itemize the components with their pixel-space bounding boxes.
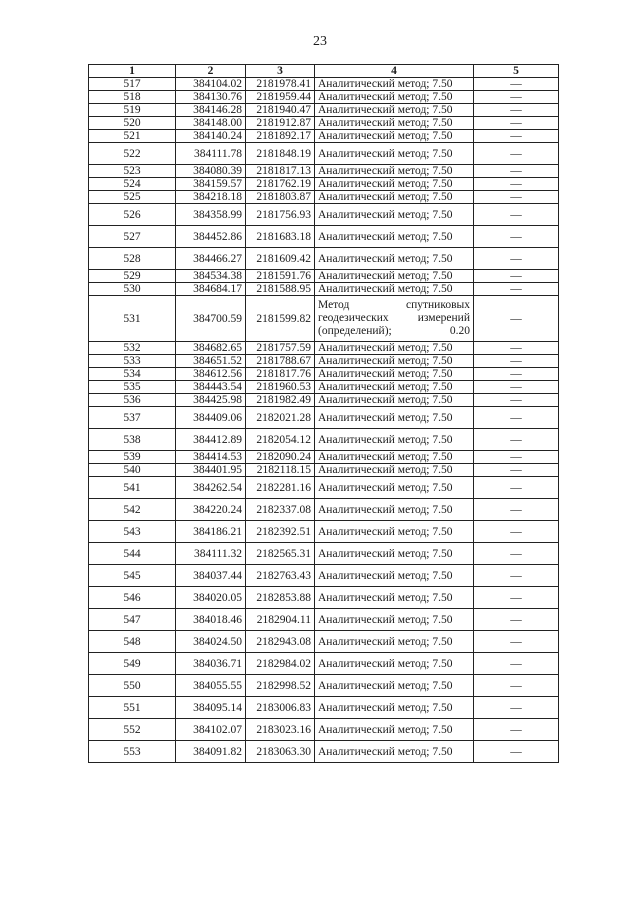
x-coordinate-cell: 384612.56 xyxy=(176,368,246,381)
point-number-cell: 531 xyxy=(89,296,176,342)
y-coordinate-cell: 2181940.47 xyxy=(246,104,315,117)
table-row xyxy=(89,464,559,477)
y-coordinate-cell: 2181788.67 xyxy=(246,355,315,368)
point-number-cell: 532 xyxy=(89,342,176,355)
note-cell: — xyxy=(474,165,559,178)
table-row xyxy=(89,143,559,165)
y-coordinate-cell: 2182763.43 xyxy=(246,565,315,587)
method-cell: Аналитический метод; 7.50 xyxy=(315,429,474,451)
method-cell: Аналитический метод; 7.50 xyxy=(315,719,474,741)
method-cell: Аналитический метод; 7.50 xyxy=(315,368,474,381)
x-coordinate-cell: 384018.46 xyxy=(176,609,246,631)
note-cell: — xyxy=(474,719,559,741)
note-cell: — xyxy=(474,178,559,191)
method-cell: Метод спутниковых геодезических измерений (определений); 0.20 xyxy=(315,296,474,342)
x-coordinate-cell: 384130.76 xyxy=(176,91,246,104)
x-coordinate-cell: 384095.14 xyxy=(176,697,246,719)
x-coordinate-cell: 384080.39 xyxy=(176,165,246,178)
point-number-cell: 541 xyxy=(89,477,176,499)
table-row xyxy=(89,565,559,587)
point-number-cell: 550 xyxy=(89,675,176,697)
point-number-cell: 526 xyxy=(89,204,176,226)
x-coordinate-cell: 384414.53 xyxy=(176,451,246,464)
point-number-cell: 517 xyxy=(89,78,176,91)
point-number-cell: 537 xyxy=(89,407,176,429)
note-cell: — xyxy=(474,394,559,407)
point-number-cell: 552 xyxy=(89,719,176,741)
y-coordinate-cell: 2181959.44 xyxy=(246,91,315,104)
method-cell: Аналитический метод; 7.50 xyxy=(315,675,474,697)
method-cell: Аналитический метод; 7.50 xyxy=(315,178,474,191)
note-cell: — xyxy=(474,521,559,543)
table-row xyxy=(89,204,559,226)
x-coordinate-cell: 384262.54 xyxy=(176,477,246,499)
x-coordinate-cell: 384102.07 xyxy=(176,719,246,741)
y-coordinate-cell: 2181756.93 xyxy=(246,204,315,226)
y-coordinate-cell: 2182998.52 xyxy=(246,675,315,697)
point-number-cell: 528 xyxy=(89,248,176,270)
method-cell: Аналитический метод; 7.50 xyxy=(315,451,474,464)
y-coordinate-cell: 2182337.08 xyxy=(246,499,315,521)
table-row xyxy=(89,697,559,719)
y-coordinate-cell: 2182565.31 xyxy=(246,543,315,565)
header-col-4: 4 xyxy=(315,65,474,78)
note-cell: — xyxy=(474,104,559,117)
point-number-cell: 518 xyxy=(89,91,176,104)
table-row xyxy=(89,451,559,464)
table-row xyxy=(89,130,559,143)
table-row xyxy=(89,342,559,355)
point-number-cell: 540 xyxy=(89,464,176,477)
point-number-cell: 543 xyxy=(89,521,176,543)
note-cell: — xyxy=(474,296,559,342)
point-number-cell: 524 xyxy=(89,178,176,191)
y-coordinate-cell: 2182118.15 xyxy=(246,464,315,477)
method-cell: Аналитический метод; 7.50 xyxy=(315,543,474,565)
method-cell: Аналитический метод; 7.50 xyxy=(315,394,474,407)
y-coordinate-cell: 2182392.51 xyxy=(246,521,315,543)
method-cell: Аналитический метод; 7.50 xyxy=(315,521,474,543)
y-coordinate-cell: 2183063.30 xyxy=(246,741,315,763)
method-cell: Аналитический метод; 7.50 xyxy=(315,143,474,165)
y-coordinate-cell: 2182943.08 xyxy=(246,631,315,653)
x-coordinate-cell: 384220.24 xyxy=(176,499,246,521)
y-coordinate-cell: 2181609.42 xyxy=(246,248,315,270)
point-number-cell: 546 xyxy=(89,587,176,609)
x-coordinate-cell: 384111.32 xyxy=(176,543,246,565)
table-row xyxy=(89,653,559,675)
x-coordinate-cell: 384146.28 xyxy=(176,104,246,117)
point-number-cell: 525 xyxy=(89,191,176,204)
table-row xyxy=(89,587,559,609)
table-row xyxy=(89,226,559,248)
note-cell: — xyxy=(474,631,559,653)
y-coordinate-cell: 2181912.87 xyxy=(246,117,315,130)
method-cell: Аналитический метод; 7.50 xyxy=(315,104,474,117)
point-number-cell: 527 xyxy=(89,226,176,248)
note-cell: — xyxy=(474,204,559,226)
y-coordinate-cell: 2182281.16 xyxy=(246,477,315,499)
y-coordinate-cell: 2182090.24 xyxy=(246,451,315,464)
method-cell: Аналитический метод; 7.50 xyxy=(315,609,474,631)
table-row xyxy=(89,117,559,130)
y-coordinate-cell: 2181817.76 xyxy=(246,368,315,381)
point-number-cell: 534 xyxy=(89,368,176,381)
x-coordinate-cell: 384651.52 xyxy=(176,355,246,368)
method-cell: Аналитический метод; 7.50 xyxy=(315,741,474,763)
point-number-cell: 548 xyxy=(89,631,176,653)
method-cell: Аналитический метод; 7.50 xyxy=(315,464,474,477)
table-row xyxy=(89,355,559,368)
point-number-cell: 529 xyxy=(89,270,176,283)
x-coordinate-cell: 384401.95 xyxy=(176,464,246,477)
point-number-cell: 545 xyxy=(89,565,176,587)
note-cell: — xyxy=(474,543,559,565)
note-cell: — xyxy=(474,270,559,283)
x-coordinate-cell: 384425.98 xyxy=(176,394,246,407)
table-row xyxy=(89,270,559,283)
table-row xyxy=(89,191,559,204)
y-coordinate-cell: 2181960.53 xyxy=(246,381,315,394)
note-cell: — xyxy=(474,191,559,204)
x-coordinate-cell: 384700.59 xyxy=(176,296,246,342)
table-row xyxy=(89,368,559,381)
y-coordinate-cell: 2182054.12 xyxy=(246,429,315,451)
method-cell: Аналитический метод; 7.50 xyxy=(315,270,474,283)
method-cell: Аналитический метод; 7.50 xyxy=(315,130,474,143)
y-coordinate-cell: 2181978.41 xyxy=(246,78,315,91)
note-cell: — xyxy=(474,609,559,631)
note-cell: — xyxy=(474,248,559,270)
y-coordinate-cell: 2182853.88 xyxy=(246,587,315,609)
table-row xyxy=(89,543,559,565)
x-coordinate-cell: 384140.24 xyxy=(176,130,246,143)
note-cell: — xyxy=(474,355,559,368)
method-cell: Аналитический метод; 7.50 xyxy=(315,477,474,499)
note-cell: — xyxy=(474,675,559,697)
method-cell: Аналитический метод; 7.50 xyxy=(315,204,474,226)
y-coordinate-cell: 2183006.83 xyxy=(246,697,315,719)
table-row xyxy=(89,631,559,653)
point-number-cell: 521 xyxy=(89,130,176,143)
page-number: 23 xyxy=(313,34,327,49)
note-cell: — xyxy=(474,143,559,165)
table-row xyxy=(89,407,559,429)
y-coordinate-cell: 2182904.11 xyxy=(246,609,315,631)
method-cell: Аналитический метод; 7.50 xyxy=(315,191,474,204)
x-coordinate-cell: 384218.18 xyxy=(176,191,246,204)
table-row xyxy=(89,429,559,451)
note-cell: — xyxy=(474,130,559,143)
x-coordinate-cell: 384037.44 xyxy=(176,565,246,587)
point-number-cell: 542 xyxy=(89,499,176,521)
point-number-cell: 536 xyxy=(89,394,176,407)
method-cell: Аналитический метод; 7.50 xyxy=(315,78,474,91)
method-cell: Аналитический метод; 7.50 xyxy=(315,248,474,270)
point-number-cell: 519 xyxy=(89,104,176,117)
x-coordinate-cell: 384159.57 xyxy=(176,178,246,191)
x-coordinate-cell: 384534.38 xyxy=(176,270,246,283)
note-cell: — xyxy=(474,587,559,609)
header-col-1: 1 xyxy=(89,65,176,78)
table-row xyxy=(89,499,559,521)
note-cell: — xyxy=(474,226,559,248)
y-coordinate-cell: 2181982.49 xyxy=(246,394,315,407)
note-cell: — xyxy=(474,429,559,451)
header-col-5: 5 xyxy=(474,65,559,78)
point-number-cell: 520 xyxy=(89,117,176,130)
table-row xyxy=(89,283,559,296)
point-number-cell: 547 xyxy=(89,609,176,631)
table-row xyxy=(89,381,559,394)
y-coordinate-cell: 2183023.16 xyxy=(246,719,315,741)
note-cell: — xyxy=(474,342,559,355)
method-cell: Аналитический метод; 7.50 xyxy=(315,381,474,394)
table-row xyxy=(89,296,559,342)
x-coordinate-cell: 384091.82 xyxy=(176,741,246,763)
x-coordinate-cell: 384443.54 xyxy=(176,381,246,394)
method-cell: Аналитический метод; 7.50 xyxy=(315,342,474,355)
point-number-cell: 530 xyxy=(89,283,176,296)
y-coordinate-cell: 2181599.82 xyxy=(246,296,315,342)
method-cell: Аналитический метод; 7.50 xyxy=(315,355,474,368)
method-cell: Аналитический метод; 7.50 xyxy=(315,587,474,609)
method-cell: Аналитический метод; 7.50 xyxy=(315,165,474,178)
table-row xyxy=(89,719,559,741)
table-row xyxy=(89,104,559,117)
y-coordinate-cell: 2181588.95 xyxy=(246,283,315,296)
note-cell: — xyxy=(474,653,559,675)
note-cell: — xyxy=(474,451,559,464)
x-coordinate-cell: 384409.06 xyxy=(176,407,246,429)
point-number-cell: 549 xyxy=(89,653,176,675)
coordinates-table xyxy=(88,64,559,763)
x-coordinate-cell: 384682.65 xyxy=(176,342,246,355)
note-cell: — xyxy=(474,499,559,521)
note-cell: — xyxy=(474,283,559,296)
x-coordinate-cell: 384452.86 xyxy=(176,226,246,248)
y-coordinate-cell: 2181803.87 xyxy=(246,191,315,204)
point-number-cell: 538 xyxy=(89,429,176,451)
y-coordinate-cell: 2181848.19 xyxy=(246,143,315,165)
method-cell: Аналитический метод; 7.50 xyxy=(315,565,474,587)
method-cell: Аналитический метод; 7.50 xyxy=(315,631,474,653)
x-coordinate-cell: 384186.21 xyxy=(176,521,246,543)
point-number-cell: 539 xyxy=(89,451,176,464)
method-cell: Аналитический метод; 7.50 xyxy=(315,283,474,296)
point-number-cell: 523 xyxy=(89,165,176,178)
y-coordinate-cell: 2181762.19 xyxy=(246,178,315,191)
note-cell: — xyxy=(474,117,559,130)
x-coordinate-cell: 384148.00 xyxy=(176,117,246,130)
method-cell: Аналитический метод; 7.50 xyxy=(315,407,474,429)
table-row xyxy=(89,477,559,499)
note-cell: — xyxy=(474,464,559,477)
note-cell: — xyxy=(474,381,559,394)
point-number-cell: 522 xyxy=(89,143,176,165)
note-cell: — xyxy=(474,91,559,104)
x-coordinate-cell: 384466.27 xyxy=(176,248,246,270)
note-cell: — xyxy=(474,697,559,719)
header-col-2: 2 xyxy=(176,65,246,78)
x-coordinate-cell: 384412.89 xyxy=(176,429,246,451)
x-coordinate-cell: 384036.71 xyxy=(176,653,246,675)
x-coordinate-cell: 384020.05 xyxy=(176,587,246,609)
point-number-cell: 553 xyxy=(89,741,176,763)
note-cell: — xyxy=(474,477,559,499)
note-cell: — xyxy=(474,407,559,429)
table-row xyxy=(89,165,559,178)
y-coordinate-cell: 2181683.18 xyxy=(246,226,315,248)
method-cell: Аналитический метод; 7.50 xyxy=(315,653,474,675)
table-row xyxy=(89,248,559,270)
table-row xyxy=(89,675,559,697)
table-row xyxy=(89,741,559,763)
note-cell: — xyxy=(474,565,559,587)
x-coordinate-cell: 384055.55 xyxy=(176,675,246,697)
table-row xyxy=(89,91,559,104)
method-cell: Аналитический метод; 7.50 xyxy=(315,499,474,521)
point-number-cell: 533 xyxy=(89,355,176,368)
y-coordinate-cell: 2181892.17 xyxy=(246,130,315,143)
table-row xyxy=(89,394,559,407)
x-coordinate-cell: 384358.99 xyxy=(176,204,246,226)
header-col-3: 3 xyxy=(246,65,315,78)
y-coordinate-cell: 2181591.76 xyxy=(246,270,315,283)
note-cell: — xyxy=(474,741,559,763)
note-cell: — xyxy=(474,78,559,91)
x-coordinate-cell: 384111.78 xyxy=(176,143,246,165)
y-coordinate-cell: 2181817.13 xyxy=(246,165,315,178)
y-coordinate-cell: 2181757.59 xyxy=(246,342,315,355)
table-body xyxy=(89,78,559,763)
y-coordinate-cell: 2182984.02 xyxy=(246,653,315,675)
x-coordinate-cell: 384024.50 xyxy=(176,631,246,653)
point-number-cell: 535 xyxy=(89,381,176,394)
x-coordinate-cell: 384104.02 xyxy=(176,78,246,91)
table-row xyxy=(89,78,559,91)
x-coordinate-cell: 384684.17 xyxy=(176,283,246,296)
table-row xyxy=(89,178,559,191)
y-coordinate-cell: 2182021.28 xyxy=(246,407,315,429)
method-cell: Аналитический метод; 7.50 xyxy=(315,117,474,130)
method-cell: Аналитический метод; 7.50 xyxy=(315,91,474,104)
method-cell: Аналитический метод; 7.50 xyxy=(315,697,474,719)
point-number-cell: 544 xyxy=(89,543,176,565)
method-cell: Аналитический метод; 7.50 xyxy=(315,226,474,248)
table-header-row xyxy=(89,65,559,78)
point-number-cell: 551 xyxy=(89,697,176,719)
note-cell: — xyxy=(474,368,559,381)
table-row xyxy=(89,521,559,543)
table-row xyxy=(89,609,559,631)
